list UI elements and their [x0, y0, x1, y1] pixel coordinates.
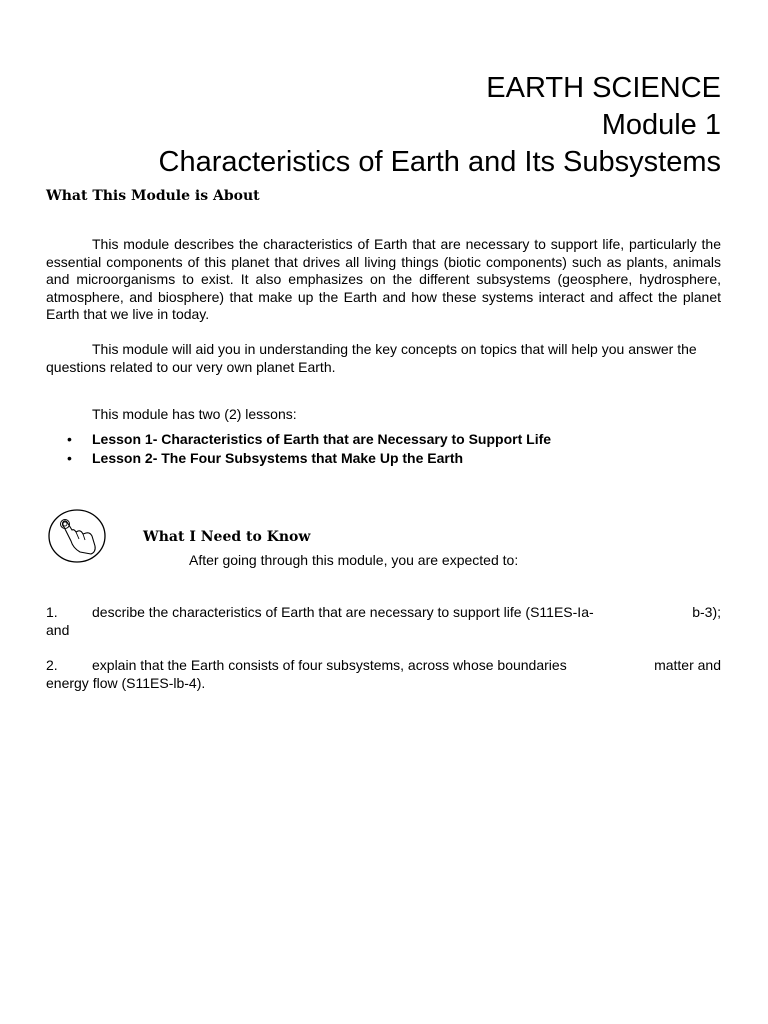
bullet-icon: •	[67, 431, 72, 447]
title-block	[159, 70, 722, 181]
objective-1	[46, 604, 721, 639]
objective-continuation: energy flow (S11ES-lb-4).	[46, 674, 206, 691]
subject-title: EARTH SCIENCE	[486, 72, 721, 104]
section-heading-need-to-know: What I Need to Know	[143, 529, 311, 545]
lesson-list	[64, 430, 551, 468]
about-paragraph-2: This module will aid you in understanding the key concepts on topics that will help you answer the questions related to our very own planet Earth.	[46, 341, 697, 375]
pointing-hand-icon	[47, 508, 107, 564]
section-heading-about: What This Module is About	[46, 188, 260, 204]
objective-text-end: matter and	[654, 657, 721, 673]
about-paragraph-1: This module describes the characteristics of Earth that are necessary to support life, particularly the essential components of this planet that drives all living things (biotic components) such as plants, animals and microorganisms to exist. It also emphasizes on the different subsystems (geosphere, hydrosphere, atmosphere, and biosphere) that make up the Earth and how these systems interact and affect the planet Earth that we live in today.	[46, 236, 721, 323]
objective-number: 2.	[46, 657, 58, 673]
objective-text: explain that the Earth consists of four subsystems, across whose boundaries	[92, 657, 567, 673]
lessons-intro: This module has two (2) lessons:	[92, 406, 297, 422]
objective-2	[46, 657, 721, 692]
objective-text: describe the characteristics of Earth that are necessary to support life (S11ES-Ia-	[92, 604, 594, 620]
lesson-2-label: Lesson 2- The Four Subsystems that Make Up the Earth	[92, 450, 464, 466]
objectives-intro: After going through this module, you are expected to:	[189, 552, 519, 568]
lesson-1-label: Lesson 1- Characteristics of Earth that are Necessary to Support Life	[92, 431, 552, 447]
objective-number: 1.	[46, 604, 58, 620]
list-item	[64, 430, 551, 449]
module-title: Characteristics of Earth and Its Subsystems	[158, 146, 721, 178]
bullet-icon: •	[67, 450, 72, 466]
list-item	[64, 449, 551, 468]
objective-code: b-3);	[692, 604, 721, 620]
objective-continuation: and	[46, 621, 70, 638]
module-number: Module 1	[601, 109, 721, 141]
